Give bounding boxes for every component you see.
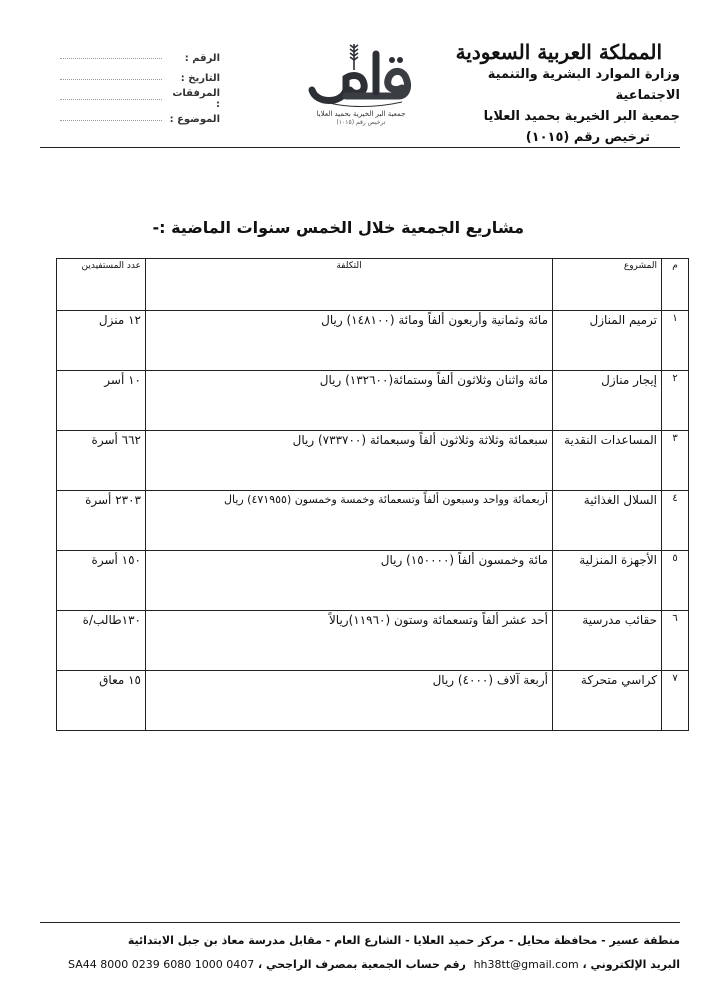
page-title: مشاريع الجمعية خلال الخمس سنوات الماضية :- <box>152 218 524 237</box>
row-cost: أحد عشر ألفاً وتسعمائة وستون (١١٩٦٠)ريالاً <box>146 611 553 671</box>
row-beneficiaries: ١٣٠طالب/ة <box>57 611 146 671</box>
footer-divider <box>40 922 680 923</box>
letterhead-right <box>440 40 680 148</box>
header-project: المشروع <box>553 259 662 311</box>
row-project: كراسي متحركة <box>553 671 662 731</box>
table-row <box>57 611 689 671</box>
row-project: إيجار منازل <box>553 371 662 431</box>
footer-address: منطقة عسير - محافظة محايل - مركز حميد العلايا - الشارع العام - مقابل مدرسة معاذ بن جبل الابتدائية <box>127 934 680 947</box>
row-project: الأجهزة المنزلية <box>553 551 662 611</box>
meta-label: التاريخ : <box>180 73 220 85</box>
meta-date-row <box>60 69 220 90</box>
meta-subject-row <box>60 110 220 131</box>
header-cost: التكلفة <box>146 259 553 311</box>
meta-dots <box>60 57 162 59</box>
account-label: رقم حساب الجمعية بمصرف الراجحي ، <box>258 958 466 971</box>
row-beneficiaries: ١٥٠ أسرة <box>57 551 146 611</box>
row-beneficiaries: ١٢ منزل <box>57 311 146 371</box>
table-row <box>57 671 689 731</box>
logo-graphic <box>306 40 416 110</box>
row-project: ترميم المنازل <box>553 311 662 371</box>
table-row <box>57 371 689 431</box>
meta-label: المرفقات : <box>172 88 220 111</box>
header-beneficiaries: عدد المستفيدين <box>57 259 146 311</box>
table-header-row <box>57 259 689 311</box>
wheat-icon <box>350 44 358 70</box>
table-row <box>57 311 689 371</box>
table-row <box>57 431 689 491</box>
logo-license: ترخيص رقم (١٠١٥) <box>336 119 386 126</box>
row-cost: مائة وثمانية وأربعون ألفاً ومائة (١٤٨١٠٠) ريال <box>146 311 553 371</box>
meta-dots <box>60 78 162 80</box>
row-beneficiaries: ٦٦٢ أسرة <box>57 431 146 491</box>
row-cost: سبعمائة وثلاثة وثلاثون ألفاً وسبعمائة (٧٣٣٧٠٠) ريال <box>146 431 553 491</box>
row-beneficiaries: ١٠ أسر <box>57 371 146 431</box>
letter-meta-fields <box>60 48 220 130</box>
row-num: ٦ <box>662 611 689 671</box>
row-num: ٧ <box>662 671 689 731</box>
row-num: ٥ <box>662 551 689 611</box>
association-name: جمعية البر الخيرية بحميد العلايا <box>483 109 680 124</box>
row-beneficiaries: ١٥ معاق <box>57 671 146 731</box>
meta-number-row <box>60 48 220 69</box>
table-row <box>57 551 689 611</box>
row-project: السلال الغذائية <box>553 491 662 551</box>
row-project: حقائب مدرسية <box>553 611 662 671</box>
ministry-name: وزارة الموارد البشرية والتنمية الاجتماعية <box>487 67 680 103</box>
meta-dots <box>60 98 162 100</box>
projects-table <box>56 258 689 731</box>
email-link[interactable]: hh38tt@gmail.com <box>473 958 579 971</box>
row-project: المساعدات النقدية <box>553 431 662 491</box>
email-label: البريد الإلكتروني ، <box>582 958 680 971</box>
row-num: ٣ <box>662 431 689 491</box>
row-cost: مائة واثنان وثلاثون ألفاً وستمائة(١٣٢٦٠٠) ريال <box>146 371 553 431</box>
iban-number: SA44 8000 0239 6080 1000 0407 <box>68 958 255 971</box>
association-logo <box>296 40 426 146</box>
footer-contact <box>40 958 680 971</box>
logo-org-name: جمعية البر الخيرية بحميد العلايا <box>316 110 406 118</box>
row-num: ٤ <box>662 491 689 551</box>
row-beneficiaries: ٢٣٠٣ أسرة <box>57 491 146 551</box>
license-number: ترخيص رقم (١٠١٥) <box>525 130 650 145</box>
row-cost: أربعمائة وواحد وسبعون ألفاً وتسعمائة وخمسة وخمسون (٤٧١٩٥٥) ريال <box>146 491 553 551</box>
meta-attachments-row <box>60 89 220 110</box>
meta-label: الموضوع : <box>169 114 220 126</box>
row-cost: أربعة آلاف (٤٠٠٠) ريال <box>146 671 553 731</box>
kingdom-name: المملكة العربية السعودية <box>455 40 662 64</box>
meta-dots <box>60 119 162 121</box>
row-cost: مائة وخمسون ألفاً (١٥٠٠٠٠) ريال <box>146 551 553 611</box>
header-divider <box>40 147 680 148</box>
header-num: م <box>662 259 689 311</box>
meta-label: الرقم : <box>184 52 220 64</box>
row-num: ١ <box>662 311 689 371</box>
table-row <box>57 491 689 551</box>
row-num: ٢ <box>662 371 689 431</box>
